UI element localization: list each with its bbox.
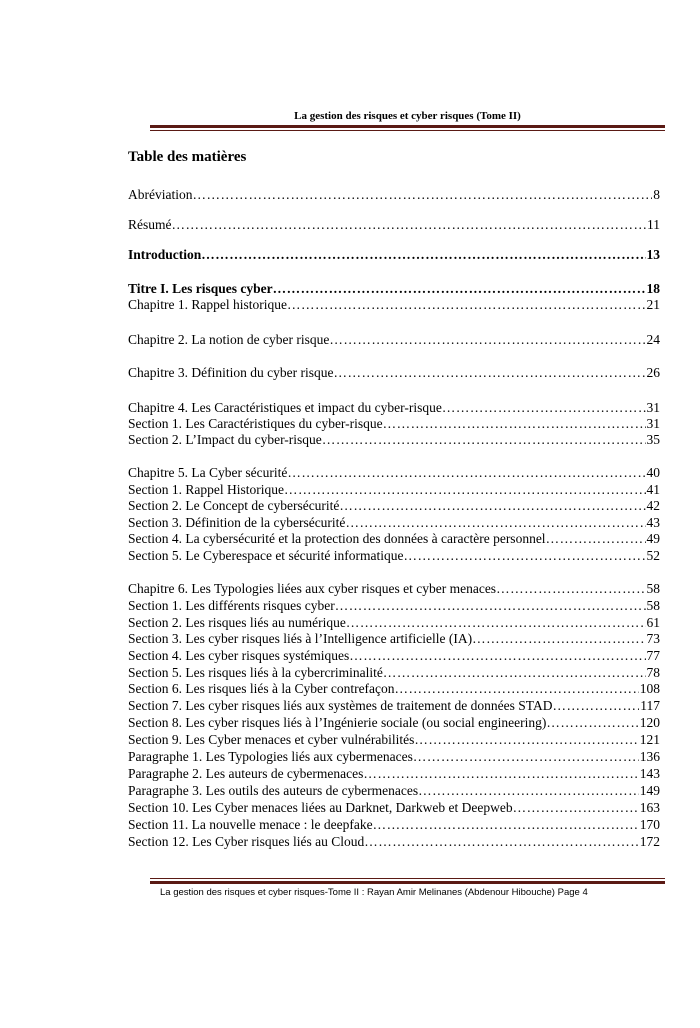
- toc-entry-ch6-section-4[interactable]: Section 4. Les cyber risques systémiques ……………………………………………………………………………………………………………………………………………… 77: [128, 647, 660, 664]
- toc-entry-ch6-section-3[interactable]: Section 3. Les cyber risques liés à l’Intelligence artificielle (IA) ……………………………………………………………………………………………………………………………………………… 73: [128, 630, 660, 647]
- toc-entry-ch6-section-12[interactable]: Section 12. Les Cyber risques liés au Cloud ……………………………………………………………………………………………………………………………………………… 172: [128, 833, 660, 850]
- toc-entry-paragraphe-1[interactable]: Paragraphe 1. Les Typologies liés aux cybermenaces ……………………………………………………………………………………………………………………………………………… 136: [128, 748, 660, 765]
- toc-entry-chapitre-2[interactable]: Chapitre 2. La notion de cyber risque ……………………………………………………………………………………………………………………………………………… 24: [128, 331, 660, 348]
- toc-entry-ch6-section-7[interactable]: Section 7. Les cyber risques liés aux systèmes de traitement de données STAD ……………………………………………………………………………………………………………………………………………… 117: [128, 697, 660, 714]
- toc-entry-chapitre-6[interactable]: Chapitre 6. Les Typologies liées aux cyber risques et cyber menaces ……………………………………………………………………………………………………………………………………………… 58: [128, 580, 660, 597]
- toc-entry-ch6-section-9[interactable]: Section 9. Les Cyber menaces et cyber vulnérabilités ……………………………………………………………………………………………………………………………………………… 121: [128, 731, 660, 748]
- footer-rule-thin: [150, 878, 665, 879]
- toc-entry-ch4-section-1[interactable]: Section 1. Les Caractéristiques du cyber-risque ……………………………………………………………………………………………………………………………………………… 31: [128, 415, 660, 432]
- toc-entry-ch6-section-10[interactable]: Section 10. Les Cyber menaces liées au Darknet, Darkweb et Deepweb ……………………………………………………………………………………………………………………………………………… 163: [128, 799, 660, 816]
- toc-entry-ch4-section-2[interactable]: Section 2. L’Impact du cyber-risque ……………………………………………………………………………………………………………………………………………… 35: [128, 431, 660, 448]
- header-title: La gestion des risques et cyber risques (Tome II): [294, 110, 521, 122]
- toc-entry-paragraphe-2[interactable]: Paragraphe 2. Les auteurs de cybermenaces ……………………………………………………………………………………………………………………………………………… 143: [128, 765, 660, 782]
- toc-entry-resume[interactable]: Résumé ……………………………………………………………………………………………………………………………………………… 11: [128, 216, 660, 233]
- toc-entry-ch5-section-4[interactable]: Section 4. La cybersécurité et la protection des données à caractère personnel ……………………………………………………………………………………………………………………………………………… 49: [128, 530, 660, 547]
- toc-entry-titre-1[interactable]: Titre I. Les risques cyber ……………………………………………………………………………………………………………………………………………… 18: [128, 280, 660, 297]
- footer-rule-thick: [150, 881, 665, 884]
- toc-entry-paragraphe-3[interactable]: Paragraphe 3. Les outils des auteurs de cybermenaces ……………………………………………………………………………………………………………………………………………… 149: [128, 782, 660, 799]
- toc-entry-ch6-section-8[interactable]: Section 8. Les cyber risques liés à l’Ingénierie sociale (ou social engineering) ……………………………………………………………………………………………………………………………………………… 120: [128, 714, 660, 731]
- footer-text: La gestion des risques et cyber risques-Tome II : Rayan Amir Melinanes (Abdenour Hibouche) Page 4: [160, 887, 588, 898]
- toc-entry-ch6-section-5[interactable]: Section 5. Les risques liés à la cybercriminalité ……………………………………………………………………………………………………………………………………………… 78: [128, 664, 660, 681]
- toc-entry-ch5-section-1[interactable]: Section 1. Rappel Historique ……………………………………………………………………………………………………………………………………………… 41: [128, 481, 660, 498]
- toc-entry-abreviation[interactable]: Abréviation ……………………………………………………………………………………………………………………………………………… 8: [128, 186, 660, 203]
- header-rule-thick: [150, 125, 665, 128]
- toc-entry-chapitre-4[interactable]: Chapitre 4. Les Caractéristiques et impact du cyber-risque ……………………………………………………………………………………………………………………………………………… 31: [128, 399, 660, 416]
- toc-entry-chapitre-5[interactable]: Chapitre 5. La Cyber sécurité ……………………………………………………………………………………………………………………………………………… 40: [128, 464, 660, 481]
- toc-title: Table des matières: [128, 149, 247, 165]
- toc-entry-ch6-section-2[interactable]: Section 2. Les risques liés au numérique ……………………………………………………………………………………………………………………………………………… 61: [128, 614, 660, 631]
- toc-entry-ch5-section-3[interactable]: Section 3. Définition de la cybersécurité ……………………………………………………………………………………………………………………………………………… 43: [128, 514, 660, 531]
- toc-entry-ch6-section-6[interactable]: Section 6. Les risques liés à la Cyber contrefaçon ……………………………………………………………………………………………………………………………………………… 108: [128, 680, 660, 697]
- header-rule-thin: [150, 130, 665, 131]
- toc-entry-ch6-section-11[interactable]: Section 11. La nouvelle menace : le deepfake ……………………………………………………………………………………………………………………………………………… 170: [128, 816, 660, 833]
- toc-entry-chapitre-3[interactable]: Chapitre 3. Définition du cyber risque ……………………………………………………………………………………………………………………………………………… 26: [128, 364, 660, 381]
- toc-entry-chapitre-1[interactable]: Chapitre 1. Rappel historique ……………………………………………………………………………………………………………………………………………… 21: [128, 296, 660, 313]
- toc-entry-ch5-section-5[interactable]: Section 5. Le Cyberespace et sécurité informatique ……………………………………………………………………………………………………………………………………………… 52: [128, 547, 660, 564]
- toc-entry-ch5-section-2[interactable]: Section 2. Le Concept de cybersécurité ……………………………………………………………………………………………………………………………………………… 42: [128, 497, 660, 514]
- toc-entry-introduction[interactable]: Introduction ……………………………………………………………………………………………………………………………………………… 13: [128, 246, 660, 263]
- toc-entry-ch6-section-1[interactable]: Section 1. Les différents risques cyber ……………………………………………………………………………………………………………………………………………… 58: [128, 597, 660, 614]
